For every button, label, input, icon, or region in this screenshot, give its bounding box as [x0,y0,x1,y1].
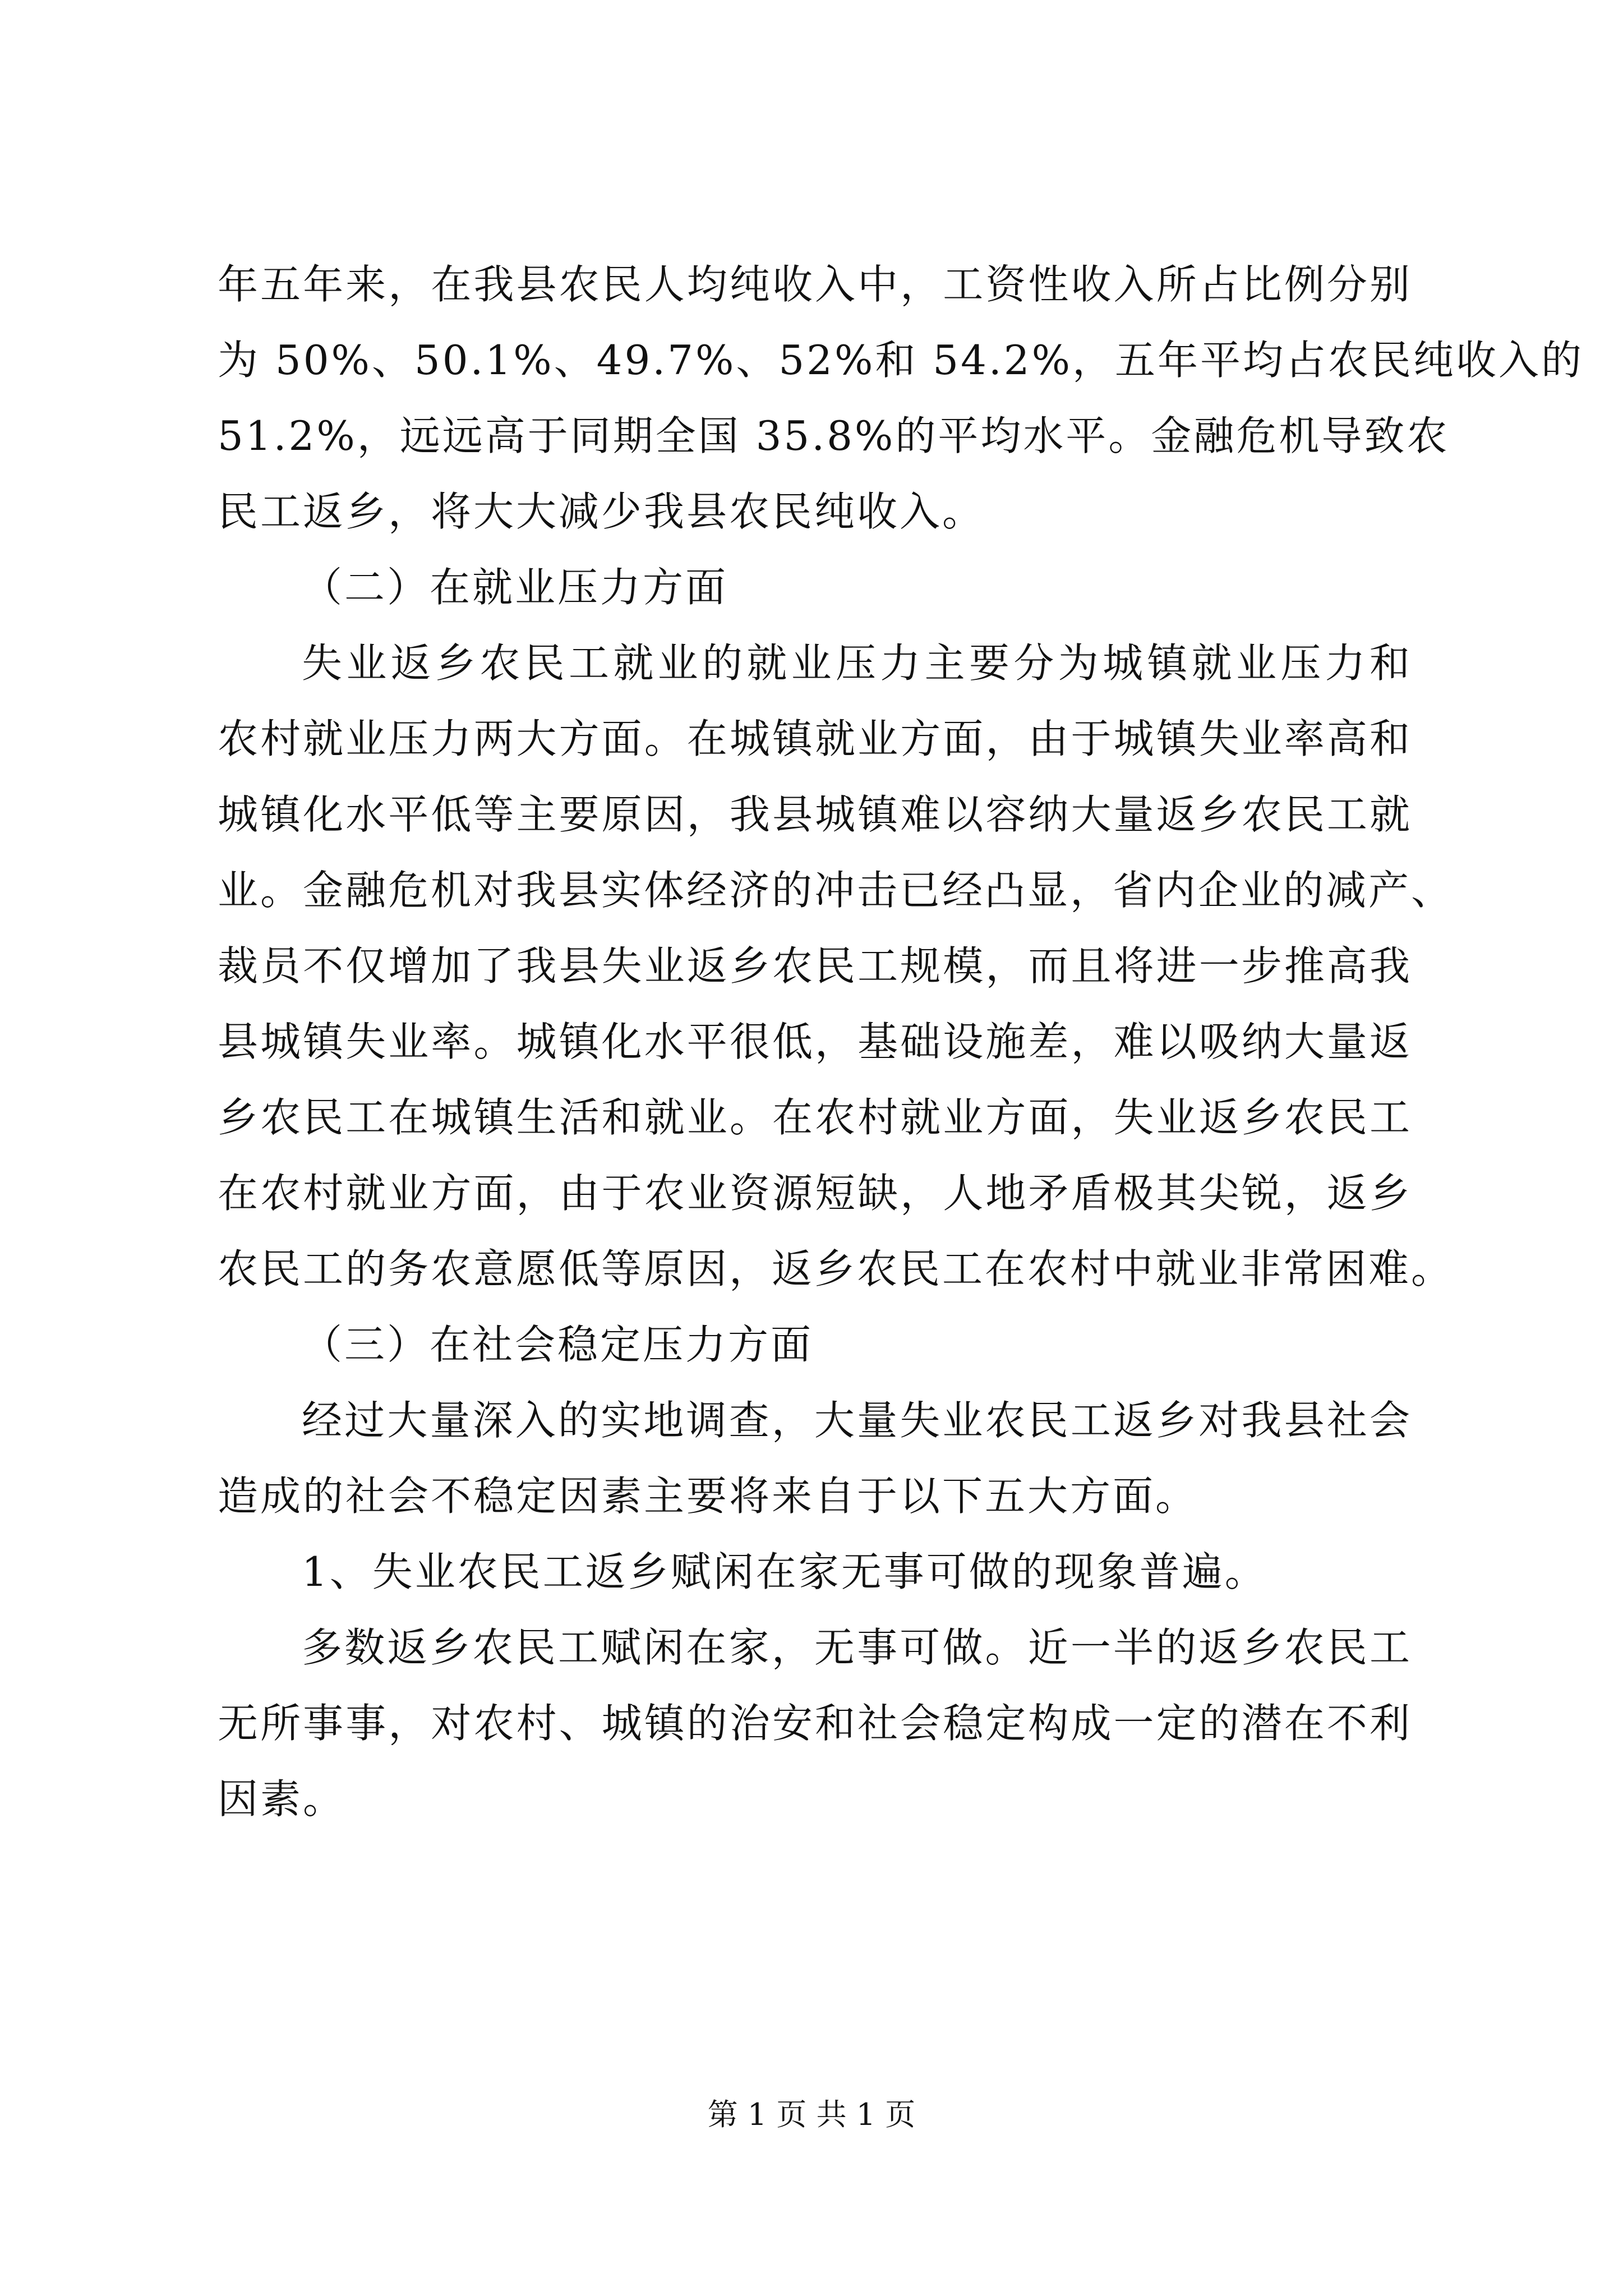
page-footer: 第 1 页 共 1 页 [707,2097,916,2132]
body-line: 业。金融危机对我县实体经济的冲击已经凸显，省内企业的减产、 [218,867,1454,914]
body-line: 多数返乡农民工赋闲在家，无事可做。近一半的返乡农民工 [302,1624,1412,1671]
body-line: 经过大量深入的实地调查，大量失业农民工返乡对我县社会 [302,1397,1412,1444]
section-heading: （三）在社会稳定压力方面 [302,1321,814,1368]
body-line: 裁员不仅增加了我县失业返乡农民工规模，而且将进一步推高我 [218,942,1412,990]
body-line: 因素。 [218,1775,346,1823]
body-line: 县城镇失业率。城镇化水平很低，基础设施差，难以吸纳大量返 [218,1018,1412,1065]
body-line: 51.2%，远远高于同期全国 35.8%的平均水平。金融危机导致农 [218,412,1450,459]
body-line: 为 50%、50.1%、49.7%、52%和 54.2%，五年平均占农民纯收入的 [218,337,1584,384]
body-line: 农民工的务农意愿低等原因，返乡农民工在农村中就业非常困难。 [218,1245,1454,1292]
body-line: 民工返乡，将大大减少我县农民纯收入。 [218,488,985,535]
body-line: 城镇化水平低等主要原因，我县城镇难以容纳大量返乡农民工就 [218,791,1412,838]
document-body [218,247,1584,1837]
section-heading: （二）在就业压力方面 [302,564,728,611]
list-item: 1、失业农民工返乡赋闲在家无事可做的现象普遍。 [302,1548,1267,1595]
body-line: 乡农民工在城镇生活和就业。在农村就业方面，失业返乡农民工 [218,1094,1412,1141]
body-line: 在农村就业方面，由于农业资源短缺，人地矛盾极其尖锐，返乡 [218,1170,1412,1217]
body-line: 造成的社会不稳定因素主要将来自于以下五大方面。 [218,1473,1198,1520]
body-line: 年五年来，在我县农民人均纯收入中，工资性收入所占比例分别 [218,261,1412,308]
body-line: 失业返乡农民工就业的就业压力主要分为城镇就业压力和 [302,639,1412,687]
body-line: 无所事事，对农村、城镇的治安和社会稳定构成一定的潜在不利 [218,1700,1412,1747]
body-line: 农村就业压力两大方面。在城镇就业方面，由于城镇失业率高和 [218,715,1412,762]
